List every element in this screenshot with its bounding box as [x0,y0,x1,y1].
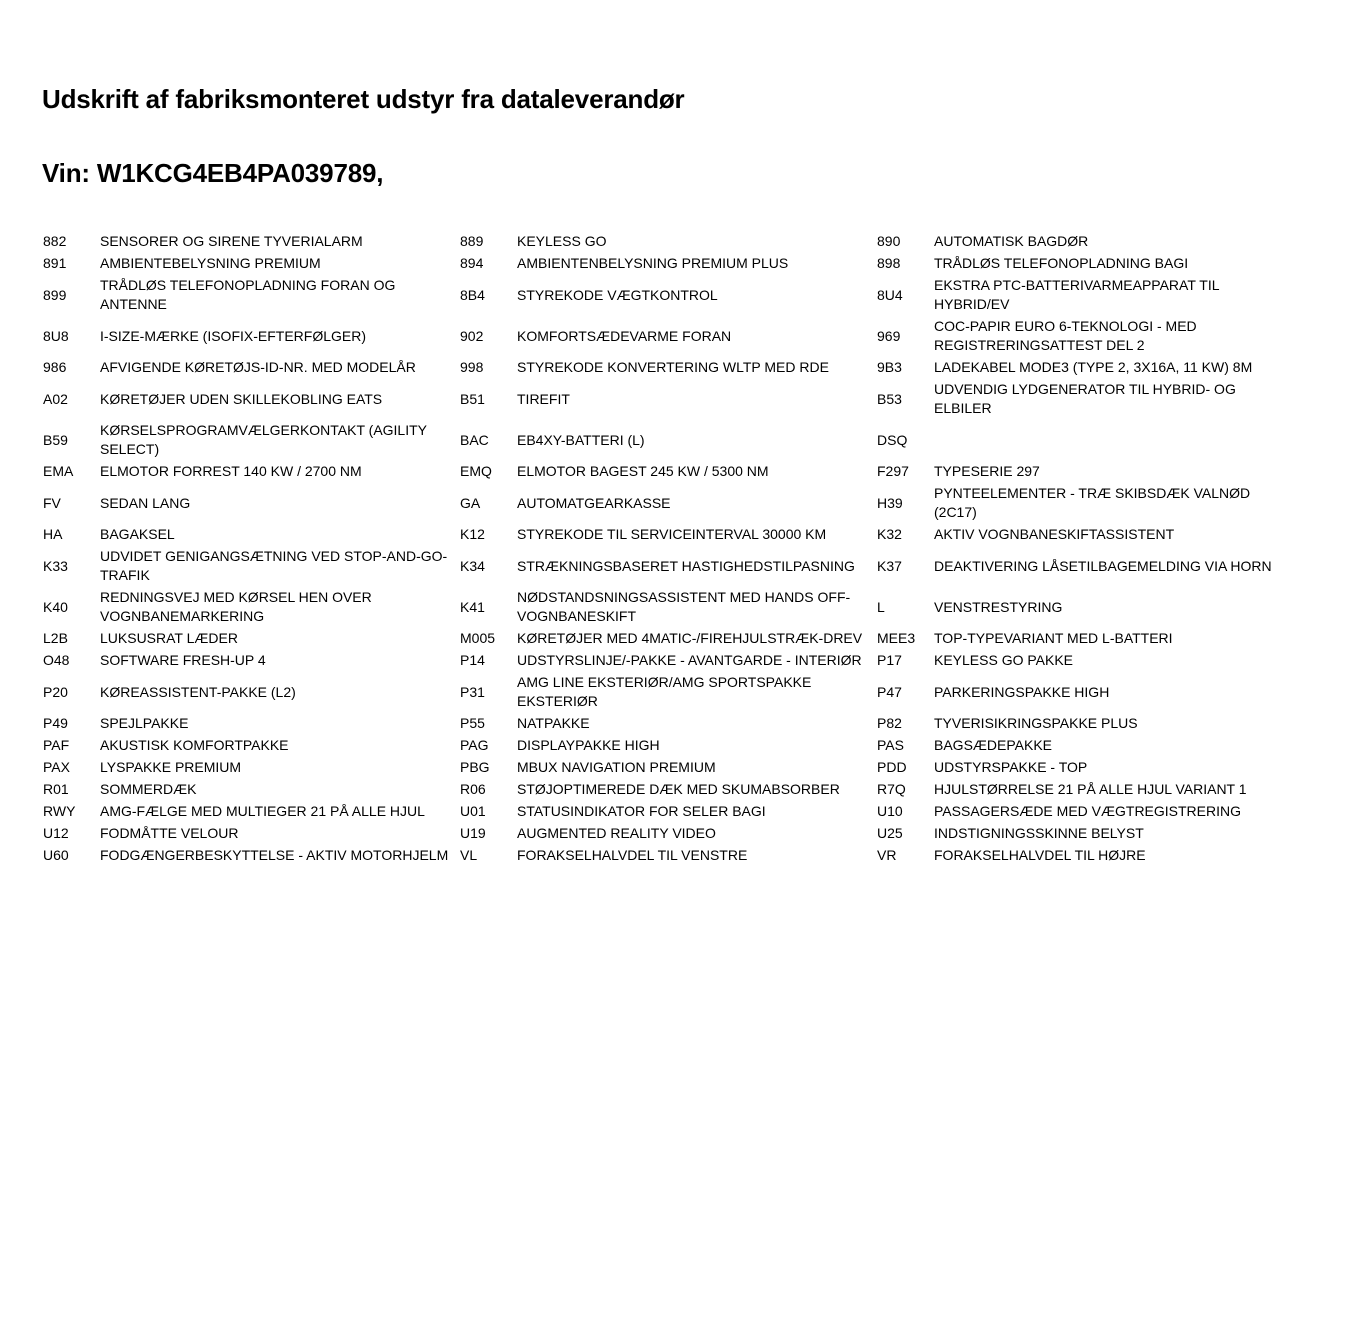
equipment-code: K41 [460,598,485,615]
equipment-description: EKSTRA PTC-BATTERIVARMEAPPARAT TIL HYBRID/EV [934,277,1219,312]
equipment-description: UDVENDIG LYDGENERATOR TIL HYBRID- OG ELBILER [934,381,1236,416]
equipment-description: DEAKTIVERING LÅSETILBAGEMELDING VIA HORN [934,557,1272,574]
equipment-code: P20 [43,683,68,700]
equipment-description: DISPLAYPAKKE HIGH [517,737,660,753]
equipment-code: 8U8 [43,327,69,344]
equipment-code: U10 [877,803,903,819]
equipment-description: REDNINGSVEJ MED KØRSEL HEN OVER VOGNBANEMARKERING [100,589,372,624]
equipment-description: LUKSUSRAT LÆDER [100,630,238,646]
equipment-description: INDSTIGNINGSSKINNE BELYST [934,825,1144,841]
equipment-code: U01 [460,803,486,819]
equipment-description: KEYLESS GO PAKKE [934,652,1074,668]
equipment-description: ELMOTOR FORREST 140 KW / 2700 NM [100,463,362,479]
table-row [40,651,1291,673]
equipment-description: AUGMENTED REALITY VIDEO [517,825,716,841]
equipment-description: LYSPAKKE PREMIUM [100,759,242,775]
equipment-code: PAF [43,737,70,753]
equipment-code: VR [877,847,897,863]
equipment-description: AKUSTISK KOMFORTPAKKE [100,737,289,753]
equipment-description: EB4XY-BATTERI (L) [517,431,645,448]
equipment-description: SPEJLPAKKE [100,715,189,731]
equipment-description: I-SIZE-MÆRKE (ISOFIX-EFTERFØLGER) [100,327,367,344]
table-row [40,462,1291,484]
equipment-description: AKTIV VOGNBANESKIFTASSISTENT [934,526,1175,542]
equipment-description: KØREASSISTENT-PAKKE (L2) [100,683,296,700]
table-row [40,254,1291,276]
equipment-description: TRÅDLØS TELEFONOPLADNING BAGI [934,255,1189,271]
equipment-description: STYREKODE KONVERTERING WLTP MED RDE [517,359,829,375]
equipment-code: M005 [460,630,496,646]
equipment-code: B53 [877,390,902,407]
equipment-description: PYNTEELEMENTER - TRÆ SKIBSDÆK VALNØD (2C17) [934,485,1251,520]
equipment-description: AMBIENTEBELYSNING PREMIUM [100,255,321,271]
table-row [40,547,1291,588]
equipment-code: EMQ [460,463,492,479]
equipment-description: STØJOPTIMEREDE DÆK MED SKUMABSORBER [517,781,840,797]
table-row [40,824,1291,846]
equipment-description: TOP-TYPEVARIANT MED L-BATTERI [934,630,1173,646]
equipment-code: O48 [43,652,70,668]
equipment-description: AFVIGENDE KØRETØJS-ID-NR. MED MODELÅR [100,359,416,375]
equipment-code: U25 [877,825,903,841]
equipment-description: STYREKODE TIL SERVICEINTERVAL 30000 KM [517,526,827,542]
page-title: Udskrift af fabriksmonteret udstyr fra dataleverandør [42,84,685,114]
equipment-code: K34 [460,557,485,574]
vin-line: Vin: W1KCG4EB4PA039789, [42,158,384,188]
equipment-code: P31 [460,683,485,700]
table-row [40,525,1291,547]
table-row [40,780,1291,802]
equipment-code: 891 [43,255,67,271]
equipment-description: MBUX NAVIGATION PREMIUM [517,759,716,775]
equipment-description: SENSORER OG SIRENE TYVERIALARM [100,233,363,249]
equipment-code: L2B [43,630,68,646]
equipment-code: U60 [43,847,69,863]
equipment-description: TYVERISIKRINGSPAKKE PLUS [934,715,1138,731]
equipment-description: AMG LINE EKSTERIØR/AMG SPORTSPAKKE EKSTERIØR [517,674,812,709]
equipment-description: AMBIENTENBELYSNING PREMIUM PLUS [517,255,789,271]
equipment-description: KØRETØJER MED 4MATIC-/FIREHJULSTRÆK-DREV [517,630,863,646]
equipment-description: STATUSINDIKATOR FOR SELER BAGI [517,803,766,819]
equipment-code: PDD [877,759,907,775]
equipment-code: B59 [43,431,68,448]
equipment-code: VL [460,847,478,863]
equipment-code: P49 [43,715,68,731]
equipment-code: K33 [43,557,68,574]
equipment-description: KØRSELSPROGRAMVÆLGERKONTAKT (AGILITY SELECT) [100,422,427,457]
equipment-description [934,421,1291,462]
equipment-description: KOMFORTSÆDEVARME FORAN [517,327,732,344]
equipment-code: P82 [877,715,902,731]
equipment-code: P55 [460,715,485,731]
equipment-code: P17 [877,652,902,668]
equipment-code: MEE3 [877,630,916,646]
equipment-code: 898 [877,255,901,271]
table-row [40,846,1291,868]
equipment-code: PAG [460,737,489,753]
equipment-description: PASSAGERSÆDE MED VÆGTREGISTRERING [934,803,1242,819]
equipment-code: R7Q [877,781,906,797]
equipment-code: H39 [877,494,903,511]
equipment-description: KEYLESS GO [517,233,607,249]
table-row [40,673,1291,714]
equipment-code: 902 [460,327,484,344]
equipment-description: FORAKSELHALVDEL TIL VENSTRE [517,847,748,863]
equipment-code: K12 [460,526,485,542]
equipment-code: 894 [460,255,484,271]
equipment-code: U12 [43,825,69,841]
equipment-code: L [877,598,885,615]
table-row [40,358,1291,380]
equipment-code: DSQ [877,431,908,448]
equipment-code: K40 [43,598,68,615]
equipment-code: 882 [43,233,67,249]
equipment-description: STRÆKNINGSBASERET HASTIGHEDSTILPASNING [517,557,855,574]
table-row [40,588,1291,629]
equipment-code: 969 [877,327,901,344]
equipment-code: K32 [877,526,902,542]
table-row [40,421,1291,462]
equipment-table-body [40,232,1291,868]
equipment-description: ELMOTOR BAGEST 245 KW / 5300 NM [517,463,769,479]
equipment-code: P14 [460,652,485,668]
equipment-code: GA [460,494,481,511]
table-row [40,714,1291,736]
table-row [40,736,1291,758]
equipment-code: 9B3 [877,359,902,375]
equipment-description: BAGAKSEL [100,526,175,542]
equipment-description: TRÅDLØS TELEFONOPLADNING FORAN OG ANTENNE [100,277,396,312]
equipment-code: K37 [877,557,902,574]
equipment-code: U19 [460,825,486,841]
equipment-code: EMA [43,463,74,479]
equipment-description: TYPESERIE 297 [934,463,1040,479]
equipment-code: BAC [460,431,489,448]
equipment-code: R06 [460,781,486,797]
equipment-code: PAS [877,737,904,753]
equipment-description: SEDAN LANG [100,494,191,511]
equipment-description: UDSTYRSPAKKE - TOP [934,759,1088,775]
equipment-description: FODMÅTTE VELOUR [100,825,239,841]
equipment-code: F297 [877,463,909,479]
equipment-code: 986 [43,359,67,375]
equipment-code: PBG [460,759,490,775]
equipment-description: FODGÆNGERBESKYTTELSE - AKTIV MOTORHJELM [100,847,449,863]
equipment-table [40,232,1291,868]
equipment-code: 890 [877,233,901,249]
equipment-description: AUTOMATISK BAGDØR [934,233,1089,249]
equipment-description: LADEKABEL MODE3 (TYPE 2, 3X16A, 11 KW) 8M [934,359,1253,375]
table-row [40,232,1291,254]
equipment-code: 899 [43,286,67,303]
equipment-description: STYREKODE VÆGTKONTROL [517,286,718,303]
equipment-code: FV [43,494,61,511]
equipment-code: 889 [460,233,484,249]
equipment-description: FORAKSELHALVDEL TIL HØJRE [934,847,1146,863]
equipment-code: R01 [43,781,69,797]
equipment-description: AMG-FÆLGE MED MULTIEGER 21 PÅ ALLE HJUL [100,803,425,819]
equipment-code: 8B4 [460,286,485,303]
table-row [40,758,1291,780]
equipment-description: UDVIDET GENIGANGSÆTNING VED STOP-AND-GO-TRAFIK [100,548,448,583]
equipment-description: SOMMERDÆK [100,781,197,797]
equipment-description: SOFTWARE FRESH-UP 4 [100,652,266,668]
equipment-description: COC-PAPIR EURO 6-TEKNOLOGI - MED REGISTRERINGSATTEST DEL 2 [934,318,1197,353]
equipment-code: RWY [43,803,76,819]
equipment-description: TIREFIT [517,390,570,407]
table-row [40,802,1291,824]
table-row [40,380,1291,421]
equipment-description: BAGSÆDEPAKKE [934,737,1053,753]
equipment-description: AUTOMATGEARKASSE [517,494,671,511]
equipment-description: VENSTRESTYRING [934,598,1063,615]
equipment-description: UDSTYRSLINJE/-PAKKE - AVANTGARDE - INTERIØR [517,652,862,668]
equipment-code: 8U4 [877,286,903,303]
equipment-code: A02 [43,390,68,407]
equipment-code: P47 [877,683,902,700]
equipment-description: HJULSTØRRELSE 21 PÅ ALLE HJUL VARIANT 1 [934,781,1247,797]
table-row [40,484,1291,525]
table-row [40,629,1291,651]
table-row [40,276,1291,317]
equipment-code: PAX [43,759,70,775]
table-row [40,317,1291,358]
equipment-description: NATPAKKE [517,715,590,731]
equipment-code: 998 [460,359,484,375]
equipment-code: HA [43,526,63,542]
equipment-description: PARKERINGSPAKKE HIGH [934,683,1110,700]
equipment-description: NØDSTANDSNINGSASSISTENT MED HANDS OFF-VOGNBANESKIFT [517,589,851,624]
equipment-description: KØRETØJER UDEN SKILLEKOBLING EATS [100,390,383,407]
equipment-code: B51 [460,390,485,407]
